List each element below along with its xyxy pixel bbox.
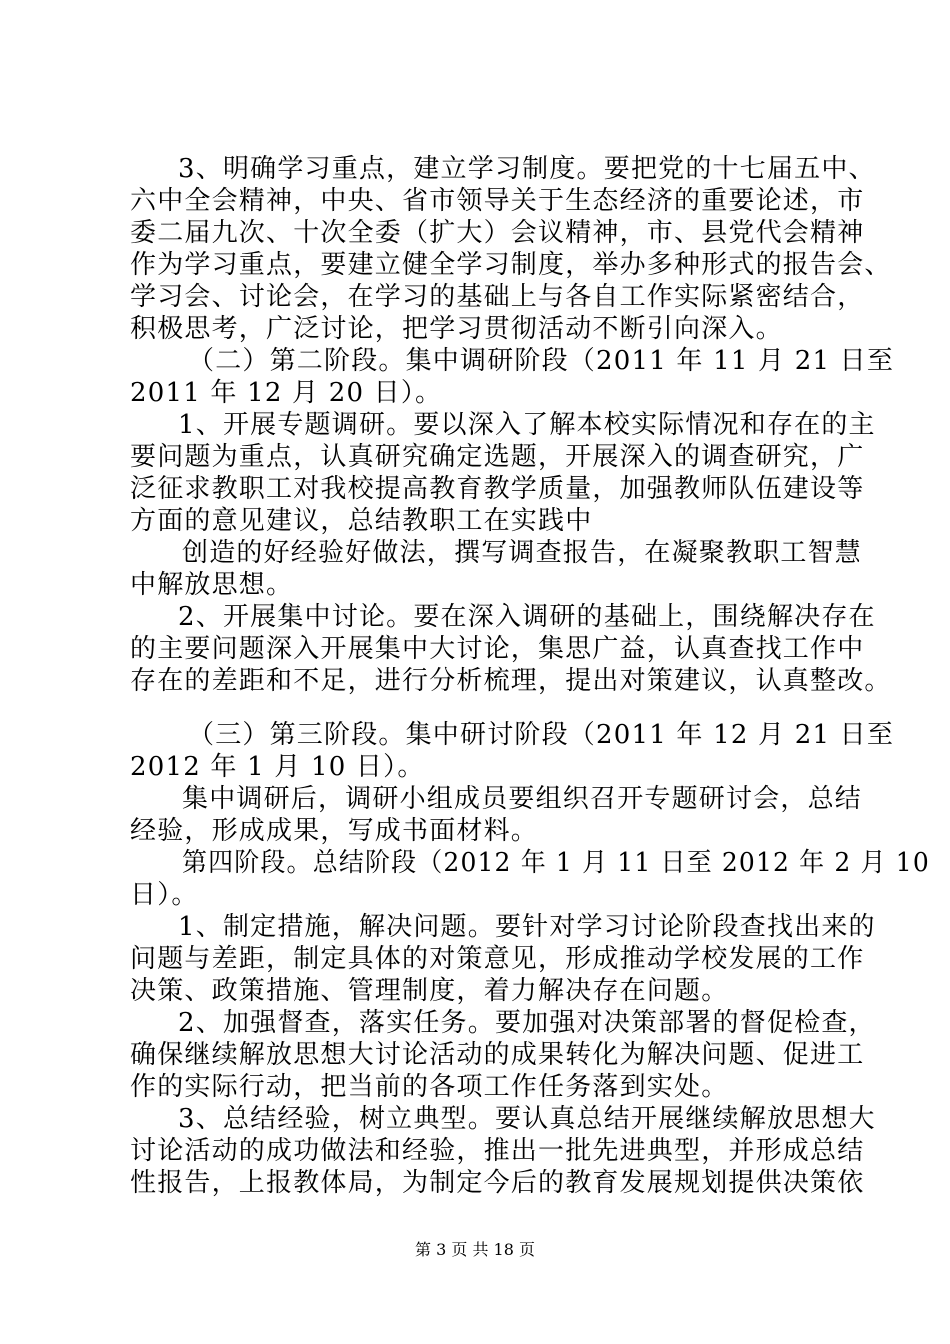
section-heading: 第四阶段。总结阶段（2012 年 1 月 11 日至 2012 年 2 月 10 xyxy=(182,848,930,878)
text-line: 2、加强督查，落实任务。要加强对决策部署的督促检查， xyxy=(178,1008,876,1038)
text-line: 问题与差距，制定具体的对策意见，形成推动学校发展的工作 xyxy=(130,944,865,974)
text-line: 六中全会精神，中央、省市领导关于生态经济的重要论述，市 xyxy=(130,186,865,216)
text-line: 的主要问题深入开展集中大讨论，集思广益，认真查找工作中 xyxy=(130,634,865,664)
text-line: 存在的差距和不足，进行分析梳理，提出对策建议，认真整改。 xyxy=(130,666,892,696)
text-line: 1、制定措施，解决问题。要针对学习讨论阶段查找出来的 xyxy=(178,912,876,942)
section-heading: （二）第二阶段。集中调研阶段（2011 年 11 月 21 日至 xyxy=(188,346,895,376)
text-line: 1、开展专题调研。要以深入了解本校实际情况和存在的主 xyxy=(178,410,876,440)
text-line: 3、明确学习重点，建立学习制度。要把党的十七届五中、 xyxy=(178,154,876,184)
text-line: 方面的意见建议，总结教职工在实践中 xyxy=(130,506,593,536)
text-line: 2012 年 1 月 10 日）。 xyxy=(130,752,425,782)
text-line: 作的实际行动，把当前的各项工作任务落到实处。 xyxy=(130,1072,729,1102)
text-line: 要问题为重点，认真研究确定选题，开展深入的调查研究，广 xyxy=(130,442,865,472)
text-line: 中解放思想。 xyxy=(130,570,294,600)
text-line: 讨论活动的成功做法和经验，推出一批先进典型，并形成总结 xyxy=(130,1136,865,1166)
text-line: 作为学习重点，要建立健全学习制度，举办多种形式的报告会、 xyxy=(130,250,892,280)
section-heading: （三）第三阶段。集中研讨阶段（2011 年 12 月 21 日至 xyxy=(188,720,895,750)
text-line: 泛征求教职工对我校提高教育教学质量，加强教师队伍建设等 xyxy=(130,474,865,504)
text-line: 日）。 xyxy=(130,880,199,910)
text-line: 学习会、讨论会，在学习的基础上与各自工作实际紧密结合， xyxy=(130,282,865,312)
text-line: 集中调研后，调研小组成员要组织召开专题研讨会，总结 xyxy=(182,784,863,814)
text-line: 决策、政策措施、管理制度，着力解决存在问题。 xyxy=(130,976,729,1006)
text-line: 2011 年 12 月 20 日）。 xyxy=(130,378,443,408)
text-line: 3、总结经验，树立典型。要认真总结开展继续解放思想大 xyxy=(178,1104,876,1134)
text-line: 创造的好经验好做法，撰写调查报告，在凝聚教职工智慧 xyxy=(182,538,863,568)
text-line: 积极思考，广泛讨论，把学习贯彻活动不断引向深入。 xyxy=(130,314,783,344)
text-line: 委二届九次、十次全委（扩大）会议精神，市、县党代会精神 xyxy=(130,218,865,248)
text-line: 确保继续解放思想大讨论活动的成果转化为解决问题、促进工 xyxy=(130,1040,865,1070)
text-line: 经验，形成成果，写成书面材料。 xyxy=(130,816,539,846)
page-number-footer: 第 3 页 共 18 页 xyxy=(415,1240,535,1259)
text-line: 2、开展集中讨论。要在深入调研的基础上，围绕解决存在 xyxy=(178,602,876,632)
text-line: 性报告，上报教体局，为制定今后的教育发展规划提供决策依 xyxy=(130,1168,865,1198)
